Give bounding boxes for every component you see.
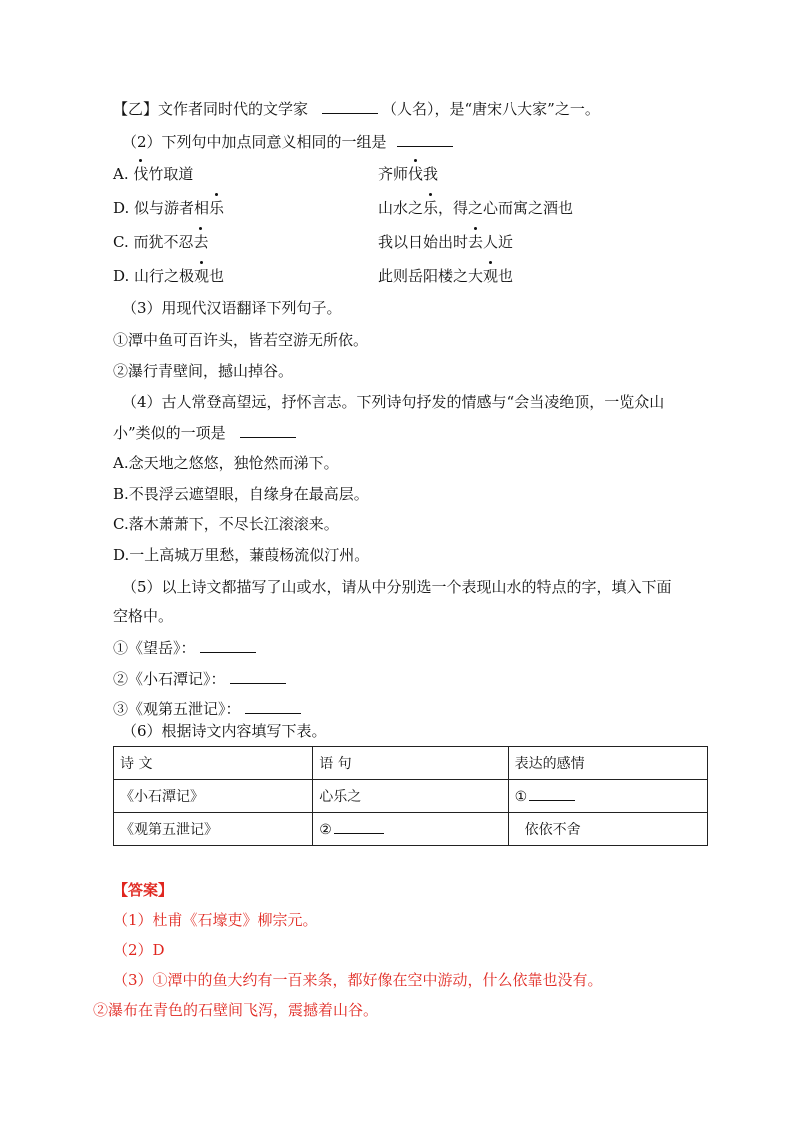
q1-text: 【乙】文作者同时代的文学家: [113, 100, 309, 118]
dotted-char: 观: [194, 267, 210, 285]
q4-option-d: D.一上高城万里愁，蒹葭杨流似汀州。: [113, 546, 370, 564]
q6-table: [113, 746, 708, 846]
q5-item-3: ③《观第五泄记》：: [113, 698, 305, 719]
table-cell-sentence: 心乐之: [313, 780, 508, 813]
answer-blank[interactable]: [334, 820, 384, 834]
q6-stem: （6）根据诗文内容填写下表。: [122, 722, 327, 740]
q4-option-c: C.落木萧萧下，不尽长江滚滚来。: [113, 515, 339, 533]
dotted-char: 去: [193, 233, 209, 251]
dotted-char: 去: [468, 233, 484, 251]
q3-sentence-1: ①潭中鱼可百许头，皆若空游无所依。: [113, 331, 369, 349]
q3-sentence-2: ②瀑行青壁间，撼山掉谷。: [113, 362, 294, 380]
q2-option-d2: D. 山行之极观也 此则岳阳楼之大观也: [113, 267, 514, 285]
table-header: 表达的感情: [508, 747, 707, 780]
answer-blank[interactable]: [200, 637, 256, 653]
answer-blank[interactable]: [245, 698, 301, 714]
table-cell-work: 《小石潭记》: [114, 780, 313, 813]
q1-tail-line: [113, 98, 600, 119]
dotted-char: 观: [483, 267, 499, 285]
dotted-char: 伐: [408, 165, 424, 183]
q2-option-c: C. 而犹不忍去 我以日始出时去人近: [113, 233, 514, 251]
table-cell-work: 《观第五泄记》: [114, 813, 313, 846]
q2-option-a: A. 伐竹取道 齐师伐我: [113, 165, 439, 183]
q3-stem: （3）用现代汉语翻译下列句子。: [122, 299, 342, 317]
table-row: [114, 780, 708, 813]
answer-blank[interactable]: [529, 787, 575, 801]
dotted-char: 乐: [423, 199, 439, 217]
answer-line-4: ②瀑布在青色的石壁间飞泻，震撼着山谷。: [93, 1001, 379, 1019]
q2-option-d1: D. 似与游者相乐 山水之乐，得之心而寓之酒也: [113, 199, 574, 217]
q1-text-post: （人名），是“唐宋八大家”之一。: [382, 100, 600, 118]
table-row: [114, 813, 708, 846]
dotted-char: 伐: [133, 165, 149, 183]
table-cell-emotion: ①: [508, 780, 707, 813]
table-header-row: [114, 747, 708, 780]
table-cell-emotion: 依依不舍: [508, 813, 707, 846]
q4-stem-1: （4）古人常登高望远，抒怀言志。下列诗句抒发的情感与“会当凌绝顶，一览众山: [122, 393, 665, 411]
table-header: 诗 文: [114, 747, 313, 780]
answer-line-2: （2）D: [113, 941, 165, 959]
q5-stem-2: 空格中。: [113, 607, 174, 625]
dotted-char: 乐: [209, 199, 225, 217]
q4-stem-2: 小”类似的一项是: [113, 422, 300, 443]
q4-option-b: B.不畏浮云遮望眼，自缘身在最高层。: [113, 485, 369, 503]
answer-line-3: （3）①潭中的鱼大约有一百来条，都好像在空中游动，什么依靠也没有。: [113, 971, 603, 989]
answer-blank[interactable]: [240, 422, 296, 438]
table-cell-sentence: ②: [313, 813, 508, 846]
answer-line-1: （1）杜甫《石壕吏》柳宗元。: [113, 911, 318, 929]
q5-item-1: ①《望岳》：: [113, 637, 260, 658]
answer-blank[interactable]: [397, 131, 453, 147]
table-header: 语 句: [313, 747, 508, 780]
q2-stem: （2）下列句中加点同意义相同的一组是: [122, 131, 457, 152]
q5-item-2: ②《小石潭记》：: [113, 668, 290, 689]
answer-blank[interactable]: [322, 98, 378, 114]
answer-blank[interactable]: [230, 668, 286, 684]
q5-stem-1: （5）以上诗文都描写了山或水，请从中分别选一个表现山水的特点的字，填入下面: [122, 578, 672, 596]
q4-option-a: A.念天地之悠悠，独怆然而涕下。: [113, 454, 339, 472]
answer-label: 【答案】: [113, 881, 174, 899]
